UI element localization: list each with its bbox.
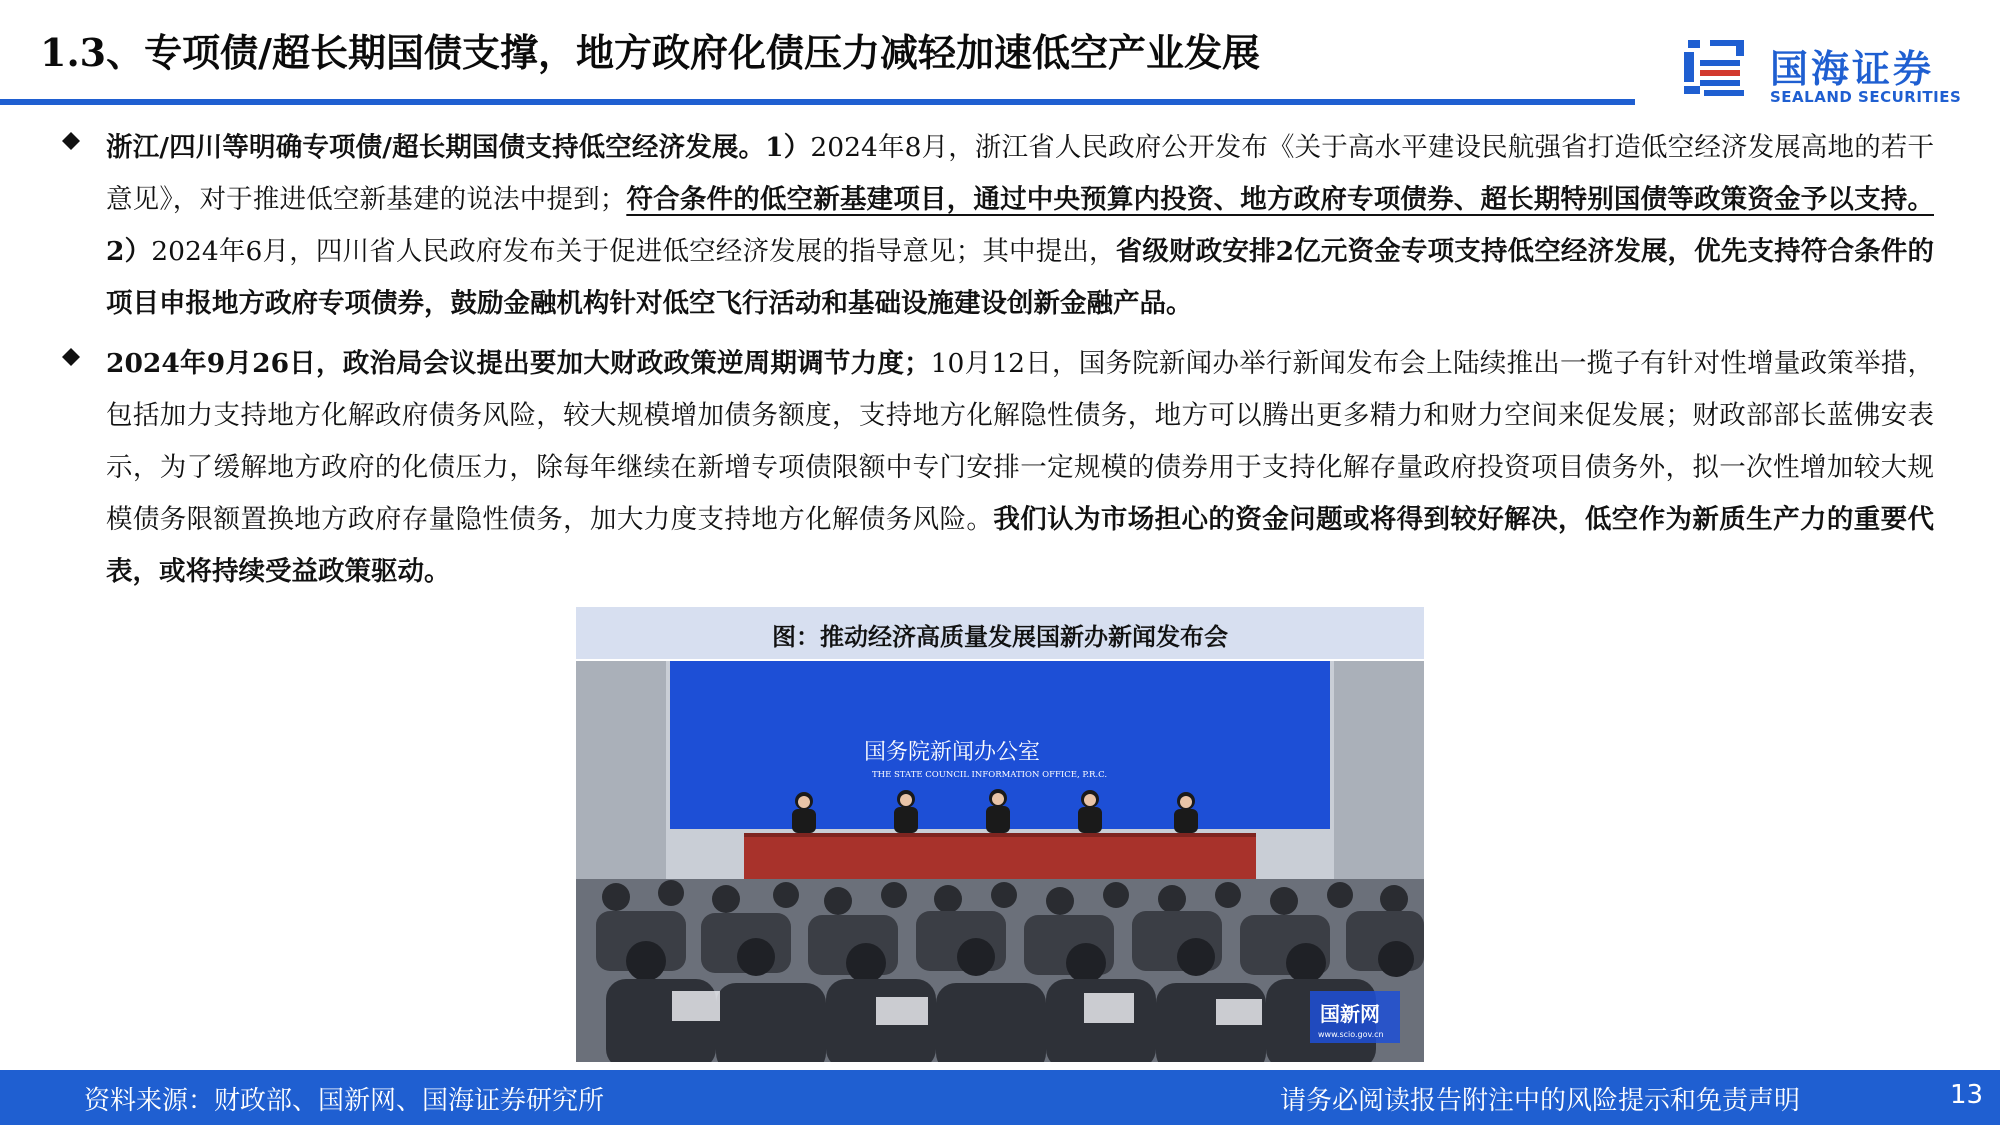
footer-source: 资料来源：财政部、国新网、国海证券研究所	[84, 1086, 605, 1116]
podium	[744, 833, 1256, 879]
backdrop-title-en: THE STATE COUNCIL INFORMATION OFFICE, P.R.C.	[872, 770, 1108, 780]
bullet-item	[62, 338, 1934, 598]
logo-text-en: SEALAND SECURITIES	[1770, 88, 1962, 106]
bullet-item	[62, 122, 1934, 332]
figure-caption: 图：推动经济高质量发展国新办新闻发布会	[772, 623, 1228, 651]
press-conference-illustration	[576, 661, 1424, 1062]
footer-bar	[0, 1070, 2000, 1125]
footer-disclaimer: 请务必阅读报告附注中的风险提示和免责声明	[1280, 1086, 1801, 1116]
backdrop-title-cn: 国务院新闻办公室	[864, 740, 1041, 765]
title-divider	[0, 99, 1635, 105]
diamond-bullet-icon	[62, 348, 80, 366]
watermark-text: 国新网	[1320, 1002, 1380, 1026]
figure-caption-bar	[576, 607, 1424, 659]
bullet-lead: 浙江/四川等明确专项债/超长期国债支持低空经济发展。	[106, 132, 766, 163]
bullet-emphasis: 符合条件的低空新基建项目，通过中央预算内投资、地方政府专项债券、超长期特别国债等政策资金予以支持。	[626, 184, 1934, 215]
sealand-logo	[1680, 36, 1970, 108]
bullet-body: 10月12日，国务院新闻办举行新闻发布会上陆续推出一揽子有针对性增量政策举措，包括加力支持地方化解政府债务风险，较大规模增加债务额度，支持地方化解隐性债务，地方可以腾出更多精力和财力空间来促发展；财政部部长蓝佛安表示，为了缓解地方政府的化债压力，除每年继续在新增专项债限额中专门安排一定规模的债券用于支持化解存量政府投资项目债务外，拟一次性增加较大规模债务限额置换地方政府存量隐性债务，加大力度支持地方化解债务风险。	[106, 348, 1934, 535]
audience	[576, 879, 1424, 1062]
page-title: 1.3、专项债/超长期国债支撑，地方政府化债压力减轻加速低空产业发展	[40, 30, 1260, 75]
bullet-text	[106, 338, 1934, 598]
bullet-lead: 2024年9月26日，政治局会议提出要加大财政政策逆周期调节力度；	[106, 348, 931, 379]
bullet-body: 2024年6月，四川省人民政府发布关于促进低空经济发展的指导意见；其中提出，	[151, 236, 1116, 267]
bullet-conclusion: 我们认为市场担心的资金问题或将得到较好解决，低空作为新质生产力的重要代表，或将持续受益政策驱动。	[106, 504, 1935, 587]
figure	[576, 607, 1424, 1062]
bullet-body: 2024年8月，浙江省人民政府公开发布《关于高水平建设民航强省打造低空经济发展高地的若干意见》，对于推进低空新基建的说法中提到；	[106, 132, 1934, 215]
logo-text-cn: 国海证券	[1770, 47, 1935, 91]
bullet-marker: 2）	[106, 236, 152, 267]
diamond-bullet-icon	[62, 132, 80, 150]
bullet-marker: 1）	[765, 132, 811, 163]
press-conference-photo	[576, 661, 1424, 1062]
page-number: 13	[1950, 1080, 1984, 1110]
watermark-url: www.scio.gov.cn	[1318, 1030, 1384, 1039]
bullet-text	[106, 122, 1934, 330]
scio-watermark	[1310, 991, 1400, 1043]
bullet-emphasis: 省级财政安排2亿元资金专项支持低空经济发展，优先支持符合条件的项目申报地方政府专项债券，鼓励金融机构针对低空飞行活动和基础设施建设创新金融产品。	[106, 236, 1934, 319]
sealand-logo-icon	[1680, 36, 1750, 108]
